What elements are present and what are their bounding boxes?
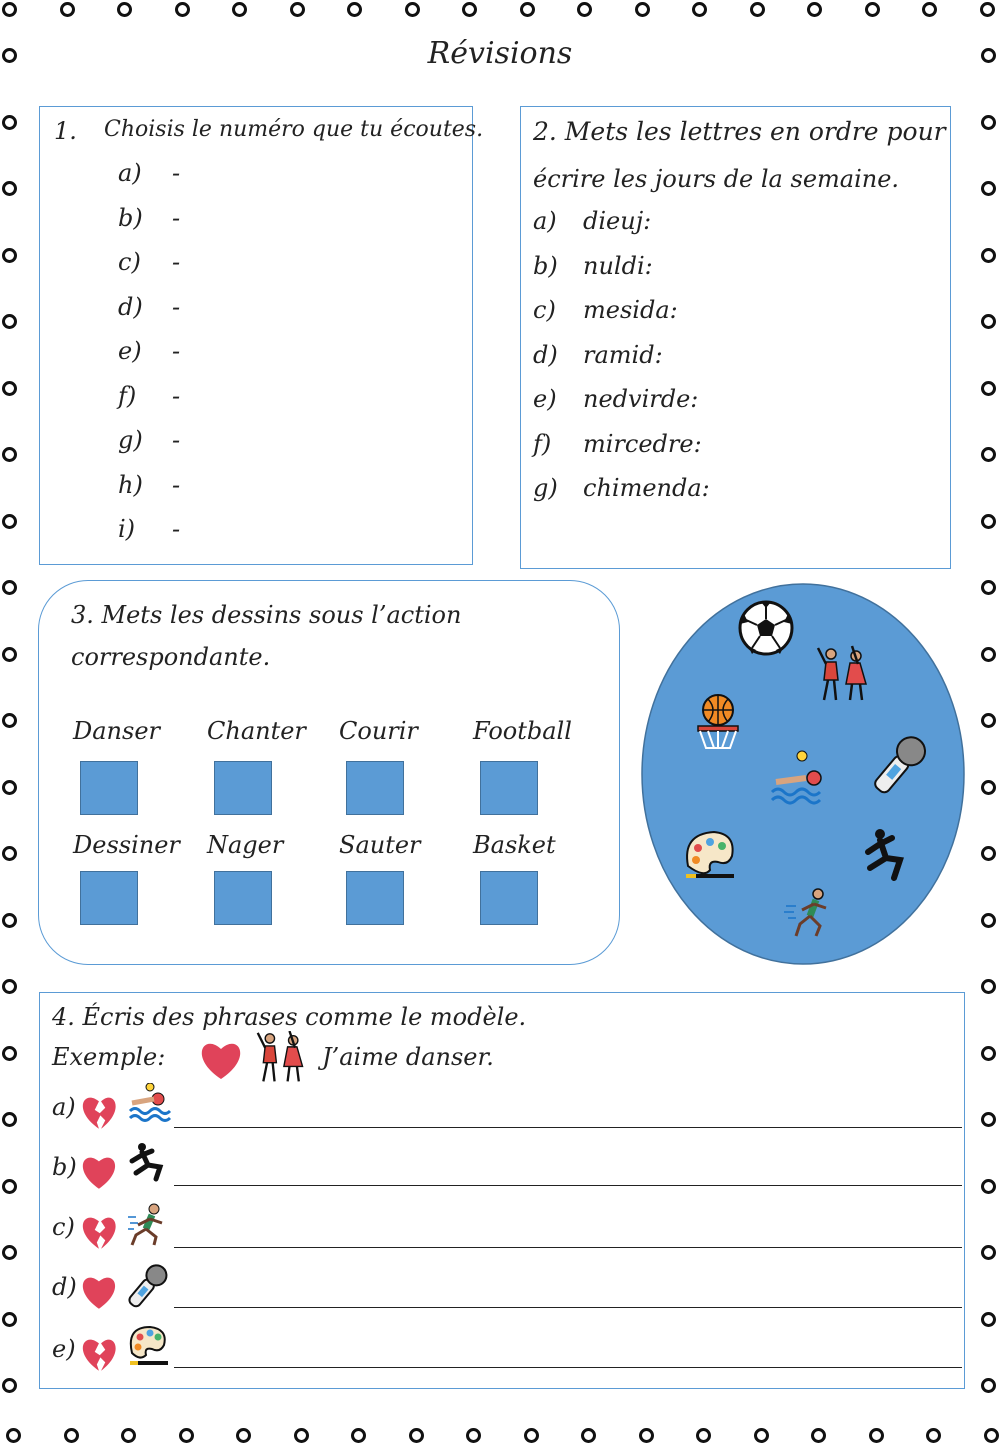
border-dot [981,115,996,130]
action-label: Sauter [339,831,421,859]
border-dot [2,580,17,595]
drop-square[interactable] [480,871,538,925]
border-dot [347,2,362,17]
border-dot [581,1428,596,1443]
border-dot [2,447,17,462]
action-label: Chanter [207,717,306,745]
border-dot [981,913,996,928]
border-dot [981,248,996,263]
border-dot [466,1428,481,1443]
border-dot [462,2,477,17]
border-dot [2,2,17,17]
item-letter: g) [118,426,143,454]
jumper-icon [128,1143,172,1193]
border-dot [981,381,996,396]
border-dot [981,780,996,795]
section-1-number: 1. [54,117,77,145]
item-letter: g) [533,474,558,502]
drop-square[interactable] [80,871,138,925]
scrambled-word: mesida: [583,296,678,324]
border-dot [2,1378,17,1393]
border-dot [922,2,937,17]
row-letter: c) [52,1213,75,1241]
item-letter: f) [118,381,137,410]
heart-icon [198,1041,244,1081]
writing-line[interactable] [174,1247,962,1248]
border-dot [2,1245,17,1260]
border-dot [981,1312,996,1327]
border-dot [865,2,880,17]
border-dot [2,248,17,263]
drop-square[interactable] [214,871,272,925]
action-label: Basket [473,831,556,859]
palette-icon [128,1325,172,1375]
border-dot [577,2,592,17]
border-dot [405,2,420,17]
border-dot [2,381,17,396]
border-dot [520,2,535,17]
border-dot [232,2,247,17]
item-letter: b) [118,203,143,232]
answer-blank[interactable]: - [172,381,181,410]
example-label: Exemple: [52,1043,166,1071]
drop-square[interactable] [480,761,538,815]
border-dot [2,979,17,994]
item-letter: i) [118,515,136,543]
drop-square[interactable] [80,761,138,815]
page-title: Révisions [427,36,573,71]
answer-blank[interactable]: - [172,292,181,321]
border-dot [981,1378,996,1393]
border-dot [2,115,17,130]
border-dot [2,647,17,662]
action-label: Courir [339,717,418,745]
action-label: Football [473,717,572,745]
drop-square[interactable] [214,761,272,815]
answer-blank[interactable]: - [172,337,181,365]
dancers-icon [252,1031,312,1087]
soccer-ball-icon [740,602,792,654]
border-dot [635,2,650,17]
broken-heart-icon [80,1215,120,1255]
broken-heart-icon [80,1095,120,1135]
writing-line[interactable] [174,1185,962,1186]
border-dot [2,780,17,795]
border-dot [2,314,17,329]
border-dot [869,1428,884,1443]
runner-icon [128,1203,172,1253]
border-dot [290,2,305,17]
border-dot [409,1428,424,1443]
border-dot [981,846,996,861]
border-dot [639,1428,654,1443]
border-dot [754,1428,769,1443]
item-letter: b) [533,251,558,280]
heart-icon [80,1275,120,1315]
border-dot [175,2,190,17]
section-1-box [39,106,484,565]
action-label: Nager [207,831,284,859]
section-3-heading-line2: correspondante. [71,643,271,671]
border-dot [6,1428,21,1443]
border-dot [121,1428,136,1443]
border-dot [179,1428,194,1443]
item-letter: a) [533,207,557,235]
drop-square[interactable] [346,871,404,925]
border-dot [981,447,996,462]
item-letter: d) [533,340,558,369]
scrambled-word: nedvirde: [583,385,699,413]
action-label: Danser [73,717,160,745]
item-letter: a) [118,159,142,187]
action-label: Dessiner [73,831,180,859]
row-letter: e) [52,1335,76,1363]
scrambled-word: chimenda: [583,474,710,502]
broken-heart-icon [80,1337,120,1377]
border-dot [984,1428,999,1443]
answer-blank[interactable]: - [172,159,181,187]
section-1-heading: Choisis le numéro que tu écoutes. [104,117,484,142]
section-4-box [39,992,965,1389]
border-dot [981,314,996,329]
item-letter: e) [118,337,142,365]
border-dot [2,713,17,728]
answer-blank[interactable]: - [172,203,181,232]
row-letter: d) [52,1273,77,1301]
item-letter: h) [118,470,143,499]
writing-line[interactable] [174,1127,962,1128]
border-dot [981,713,996,728]
answer-blank[interactable]: - [172,470,181,499]
example-sentence: J’aime danser. [322,1043,494,1071]
border-dot [981,514,996,529]
row-letter: a) [52,1093,76,1121]
scrambled-word: mircedre: [583,429,702,458]
swimmer-icon [128,1083,172,1133]
answer-blank[interactable]: - [172,515,181,543]
border-dot [981,1046,996,1061]
border-dot [2,913,17,928]
section-3-box [38,580,620,965]
border-dot [2,1112,17,1127]
section-2-box [520,106,951,569]
border-dot [351,1428,366,1443]
border-dot [2,181,17,196]
scrambled-word: ramid: [583,340,663,369]
border-dot [981,979,996,994]
border-dot [117,2,132,17]
section-4-heading: 4. Écris des phrases comme le modèle. [52,1003,527,1031]
border-dot [524,1428,539,1443]
answer-blank[interactable]: - [172,426,181,454]
border-dot [60,2,75,17]
border-dot [807,2,822,17]
drop-square[interactable] [346,761,404,815]
scrambled-word: dieuj: [583,207,652,235]
writing-line[interactable] [174,1367,962,1368]
item-letter: c) [533,296,556,324]
border-dot [2,846,17,861]
border-dot [980,2,995,17]
border-dot [926,1428,941,1443]
item-letter: d) [118,292,143,321]
border-dot [811,1428,826,1443]
border-dot [2,1179,17,1194]
border-dot [981,1245,996,1260]
scrambled-word: nuldi: [583,251,653,280]
border-dot [2,1312,17,1327]
row-letter: b) [52,1153,77,1181]
border-dot [2,1046,17,1061]
border-dot [696,1428,711,1443]
section-2-heading-line1: 2. Mets les lettres en ordre pour [533,117,946,146]
item-letter: f) [533,429,552,458]
border-dot [2,514,17,529]
item-letter: e) [533,385,557,413]
section-3-heading-line1: 3. Mets les dessins sous l’action [71,601,462,629]
item-letter: c) [118,248,141,276]
border-dot [294,1428,309,1443]
microphone-icon [128,1263,172,1313]
border-dot [750,2,765,17]
answer-blank[interactable]: - [172,248,181,276]
icon-circle [640,582,966,966]
border-dot [64,1428,79,1443]
border-dot [981,1112,996,1127]
border-dot [692,2,707,17]
border-dot [236,1428,251,1443]
border-dot [981,580,996,595]
border-dot [981,181,996,196]
heart-icon [80,1155,120,1195]
border-dot [981,1179,996,1194]
writing-line[interactable] [174,1307,962,1308]
border-dot [981,647,996,662]
section-2-heading-line2: écrire les jours de la semaine. [533,165,900,193]
